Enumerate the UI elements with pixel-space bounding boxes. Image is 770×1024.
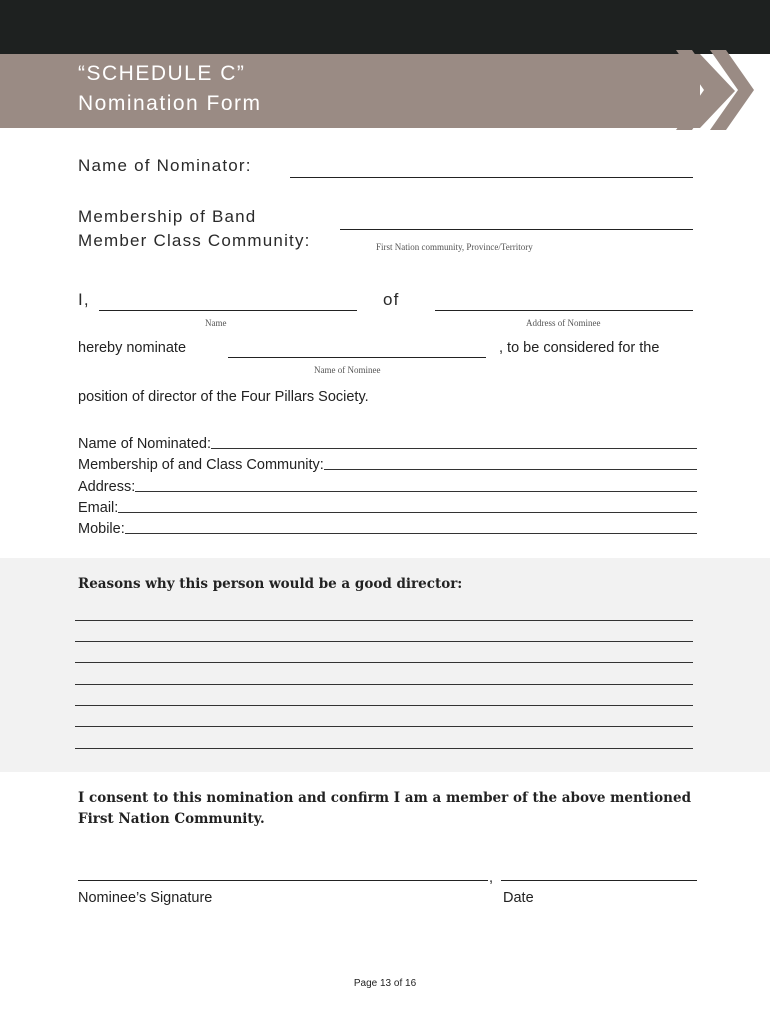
address-input-line[interactable] [435, 310, 693, 311]
mobile-row [78, 521, 697, 537]
form-schedule-title: “SCHEDULE C” [78, 62, 246, 85]
date-input-line[interactable] [501, 880, 697, 881]
reasons-line[interactable] [75, 662, 693, 663]
address-hint: Address of Nominee [526, 318, 601, 328]
considered-label: , to be considered for the [499, 340, 660, 356]
i-label: I, [78, 290, 90, 309]
position-text: position of director of the Four Pillars Society. [78, 389, 369, 405]
name-input-line[interactable] [99, 310, 357, 311]
email-label: Email: [78, 500, 119, 516]
address-row [78, 479, 697, 495]
consent-text-line2: First Nation Community. [78, 811, 265, 827]
reasons-line[interactable] [75, 748, 693, 749]
reasons-line[interactable] [75, 726, 693, 727]
nominated-membership-label: Membership of and Class Community: [78, 457, 324, 473]
reasons-line[interactable] [75, 620, 693, 621]
consent-text-line1: I consent to this nomination and confirm I am a member of the above mentioned [78, 790, 692, 806]
nominator-input-line[interactable] [290, 177, 693, 178]
reasons-line[interactable] [75, 684, 693, 685]
mobile-label: Mobile: [78, 521, 125, 537]
nominated-membership-row [78, 457, 697, 473]
nominator-label: Name of Nominator: [78, 156, 252, 175]
reasons-line[interactable] [75, 705, 693, 706]
email-row [78, 500, 697, 516]
nominated-name-label: Name of Nominated: [78, 436, 211, 452]
reasons-heading: Reasons why this person would be a good director: [78, 576, 463, 592]
signature-comma: , [489, 870, 494, 886]
email-field-line[interactable] [118, 512, 697, 513]
date-label: Date [503, 890, 534, 906]
nominated-membership-input-line[interactable] [324, 469, 697, 470]
name-hint: Name [205, 318, 227, 328]
form-title: Nomination Form [78, 92, 262, 115]
nominated-field-row [78, 436, 697, 452]
chevron-right-icon [640, 46, 760, 136]
page-number: Page 13 of 16 [353, 978, 417, 989]
nominated-name-input-line[interactable] [211, 448, 697, 449]
address-label: Address: [78, 479, 136, 495]
mobile-field-line[interactable] [125, 533, 697, 534]
signature-input-line[interactable] [78, 880, 488, 881]
reasons-line[interactable] [75, 641, 693, 642]
address-field-line[interactable] [135, 491, 697, 492]
of-label: of [383, 290, 400, 309]
hereby-nominate-label: hereby nominate [78, 340, 187, 356]
nominee-input-line[interactable] [228, 357, 486, 358]
membership-label-line2: Member Class Community: [78, 231, 311, 250]
signature-label: Nominee’s Signature [78, 890, 213, 906]
membership-label-line1: Membership of Band [78, 207, 257, 226]
nominee-hint: Name of Nominee [314, 365, 381, 375]
membership-hint: First Nation community, Province/Territory [376, 242, 533, 252]
membership-input-line[interactable] [340, 229, 693, 230]
